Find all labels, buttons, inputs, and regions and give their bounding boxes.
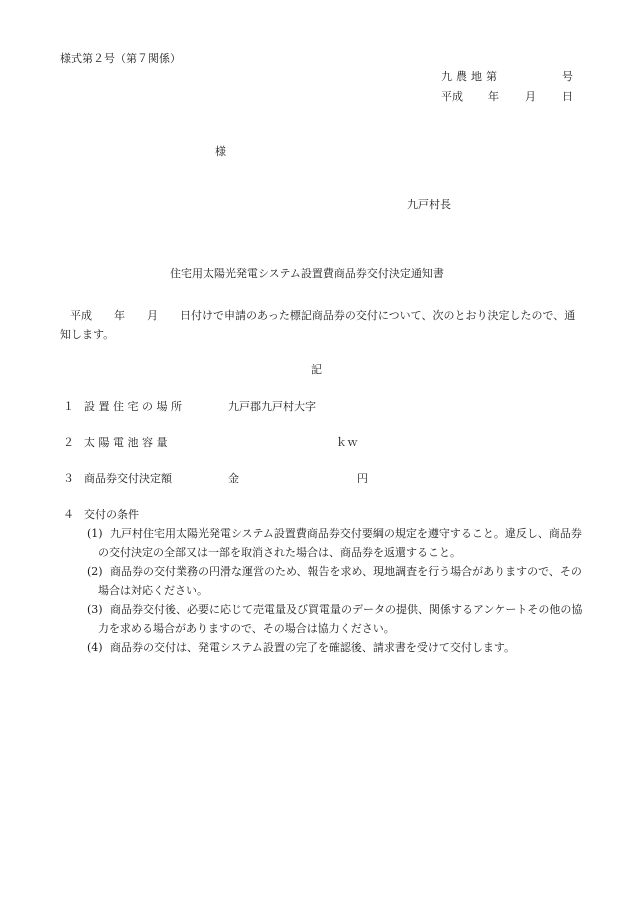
item-number: １ xyxy=(63,400,74,413)
item-label-conditions: 交付の条件 xyxy=(84,508,139,521)
ref-char: 農 xyxy=(456,70,467,83)
condition-text: 商品券の交付業務の円滑な運営のため、報告を求め、現地調査を行う場合がありますので、その場合は対応ください。 xyxy=(98,565,582,597)
ref-char: 号 xyxy=(562,70,573,83)
sender-name: 九戸村長 xyxy=(407,198,451,211)
condition-item xyxy=(87,562,587,600)
item-value-amount-prefix: 金 xyxy=(228,472,239,485)
condition-number: (4) xyxy=(87,641,103,654)
body-paragraph: 平成 年 月 日付けで申請のあった標記商品券の交付について、次のとおり決定したので、通知します。 xyxy=(60,309,576,341)
item-label-amount: 商品券交付決定額 xyxy=(84,472,172,485)
condition-number: (1) xyxy=(87,527,103,540)
ref-char: 第 xyxy=(486,70,497,83)
item-label-location: 設 置 住 宅 の 場 所 xyxy=(84,400,182,413)
item-value-amount-unit: 円 xyxy=(357,472,368,485)
condition-text: 商品券交付後、必要に応じて売電量及び買電量のデータの提供、関係するアンケートその他の協力を求める場合がありますので、その場合は協力ください。 xyxy=(98,603,583,635)
date-month: 月 xyxy=(525,90,536,103)
conditions-list xyxy=(87,524,587,657)
date-day: 日 xyxy=(562,90,573,103)
item-number: ３ xyxy=(63,472,74,485)
ref-char: 地 xyxy=(471,70,482,83)
form-number-label: 様式第２号（第７関係） xyxy=(60,52,181,65)
item-number: ４ xyxy=(63,508,74,521)
item-label-capacity: 太 陽 電 池 容 量 xyxy=(84,436,168,449)
date-year: 年 xyxy=(488,90,499,103)
date-era: 平成 xyxy=(441,90,463,103)
condition-text: 商品券の交付は、発電システム設置の完了を確認後、請求書を受けて交付します。 xyxy=(110,641,516,654)
condition-item xyxy=(87,600,587,638)
condition-text: 九戸村住宅用太陽光発電システム設置費商品券交付要綱の規定を遵守すること。違反し、商品券の交付決定の全部又は一部を取消された場合は、商品券を返還すること。 xyxy=(98,527,582,559)
item-number: ２ xyxy=(63,436,74,449)
item-value-location: 九戸郡九戸村大字 xyxy=(228,400,316,413)
condition-number: (2) xyxy=(87,565,103,578)
document-title: 住宅用太陽光発電システム設置費商品券交付決定通知書 xyxy=(170,267,444,280)
item-value-capacity-unit: ｋｗ xyxy=(336,436,358,449)
condition-item xyxy=(87,524,587,562)
ref-char: 九 xyxy=(441,70,452,83)
recipient-honorific: 様 xyxy=(215,145,226,158)
condition-item xyxy=(87,638,587,657)
condition-number: (3) xyxy=(87,603,103,616)
ki-heading: 記 xyxy=(311,363,322,376)
